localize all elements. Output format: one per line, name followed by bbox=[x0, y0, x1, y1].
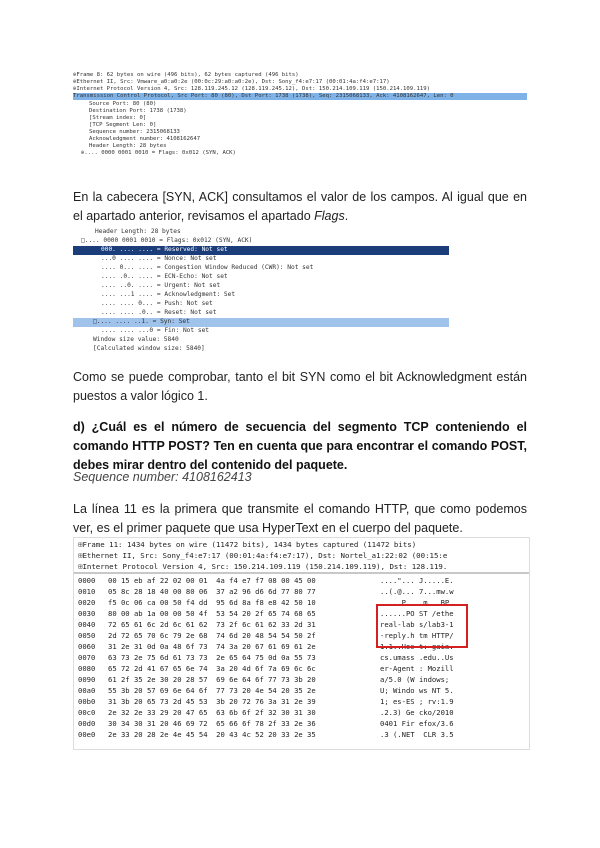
hex-row-hex: 65 72 2d 41 67 65 6e 74 3a 20 4d 6f 7a 69 6c 6c bbox=[108, 664, 316, 673]
hex-row-off: 00b0 bbox=[78, 697, 96, 706]
hex-row-hex: 63 73 2e 75 6d 61 73 73 2e 65 64 75 0d 0a 55 73 bbox=[108, 653, 316, 662]
hex-row-off: 0030 bbox=[78, 609, 96, 618]
hex-row-hex: 00 15 eb af 22 02 00 01 4a f4 e7 f7 08 00 45 00 bbox=[108, 576, 316, 585]
hex-row-hex: 55 3b 20 57 69 6e 64 6f 77 73 20 4e 54 20 35 2e bbox=[108, 686, 316, 695]
flag-reset: .... .... .0.. = Reset: Not set bbox=[101, 309, 217, 316]
hex-row bbox=[78, 708, 528, 718]
hex-row-off: 0050 bbox=[78, 631, 96, 640]
stream-index-line: [Stream index: 0] bbox=[89, 115, 147, 121]
hex-row bbox=[78, 697, 528, 707]
ethernet11-line: ⊞ Ethernet II, Src: Sony_f4:e7:17 (00:01:4a:f4:e7:17), Dst: Nortel_a1:22:02 (00:15:e bbox=[74, 550, 529, 561]
hex-row-asc: ..(.@... 7...mw.w bbox=[380, 587, 454, 596]
flag-ack: .... ...1 .... = Acknowledgment: Set bbox=[101, 291, 236, 298]
hex-row-off: 0040 bbox=[78, 620, 96, 629]
ip-line: ⊕ Internet Protocol Version 4, Src: 128.119.245.12 (128.119.245.12), Dst: 150.214.109.119 (150.214.109.119) bbox=[73, 86, 430, 93]
hex-row-hex: 31 2e 31 0d 0a 48 6f 73 74 3a 20 67 61 69 61 2e bbox=[108, 642, 316, 651]
flag-cwr: .... 0... .... = Congestion Window Reduced (CWR): Not set bbox=[101, 264, 314, 271]
ack-number-line: Acknowledgment number: 4108162647 bbox=[89, 136, 201, 142]
hex-row-asc: er-Agent : Mozill bbox=[380, 664, 454, 673]
hex-row-asc: 0401 Fir efox/3.6 bbox=[380, 719, 454, 728]
ip11-line: ⊞ Internet Protocol Version 4, Src: 150.214.109.119 (150.214.109.119), Dst: 128.119. bbox=[74, 561, 529, 572]
hex-row bbox=[78, 686, 528, 696]
hex-row-hex: 31 3b 20 65 73 2d 45 53 3b 20 72 76 3a 31 2e 39 bbox=[108, 697, 316, 706]
calc-window-line: [Calculated window size: 5840] bbox=[93, 345, 205, 352]
hex-row-hex: 30 34 30 31 20 46 69 72 65 66 6f 78 2f 33 2e 36 bbox=[108, 719, 316, 728]
paragraph-synack-flags bbox=[73, 188, 527, 226]
hex-row-asc: a/5.0 (W indows; bbox=[380, 675, 454, 684]
frame-line: ⊕ Frame 8: 62 bytes on wire (496 bits), 62 bytes captured (496 bits) bbox=[73, 72, 299, 79]
hex-row bbox=[78, 730, 528, 740]
flag-ecn: .... .0.. .... = ECN-Echo: Not set bbox=[101, 273, 228, 280]
hex-row-hex: f5 0c 06 ca 00 50 f4 dd 95 6d 8a f8 e8 42 50 10 bbox=[108, 598, 316, 607]
hex-row-off: 0080 bbox=[78, 664, 96, 673]
flags-line: ⊕ .... 0000 0001 0010 = Flags: 0x012 (SYN, ACK) bbox=[81, 150, 236, 157]
ethernet-line: ⊕ Ethernet II, Src: Vmware_a0:a0:2e (00:0c:29:a0:a0:2e), Dst: Sony_f4:e7:17 (00:01:4a:f4:e7:17) bbox=[73, 79, 390, 86]
question-d: d) ¿Cuál es el número de secuencia del segmento TCP conteniendo el comando HTTP POST? Ten en cuenta que para encontrar el comando POST, debes mirar dentro del contenido del paquete. bbox=[73, 420, 527, 472]
flags-header-length: Header Length: 28 bytes bbox=[95, 228, 181, 235]
hex-row-off: 00d0 bbox=[78, 719, 96, 728]
hex-row-off: 0010 bbox=[78, 587, 96, 596]
tcp-synack-header-screenshot bbox=[73, 70, 527, 173]
hex-row-hex: 72 65 61 6c 2d 6c 61 62 73 2f 6c 61 62 33 2d 31 bbox=[108, 620, 316, 629]
paragraph-syn-ack-bits: Como se puede comprobar, tanto el bit SYN como el bit Acknowledgment están puestos a valor lógico 1. bbox=[73, 370, 527, 403]
post-command-highlight bbox=[376, 604, 468, 648]
hex-row bbox=[78, 653, 528, 663]
hex-row-asc: .3 (.NET CLR 3.5 bbox=[380, 730, 454, 739]
hex-row-off: 0020 bbox=[78, 598, 96, 607]
hex-row-asc: ......PO ST /ethe bbox=[380, 609, 454, 618]
hex-row bbox=[78, 675, 528, 685]
hex-row-hex: 2d 72 65 70 6c 79 2e 68 74 6d 20 48 54 54 50 2f bbox=[108, 631, 316, 640]
paragraph-http-line: La línea 11 es la primera que transmite el comando HTTP, que como podemos ver, es el primer paquete que usa HyperText en el cuerpo del paquete. bbox=[73, 502, 527, 535]
header-length-line: Header Length: 28 bytes bbox=[89, 143, 167, 149]
segment-len-line: [TCP Segment Len: 0] bbox=[89, 122, 157, 128]
source-port-line: Source Port: 80 (80) bbox=[89, 101, 157, 107]
hex-row-off: 00e0 bbox=[78, 730, 96, 739]
hex-row-off: 0090 bbox=[78, 675, 96, 684]
hex-row-asc: 1.1..Hos t: gaia. bbox=[380, 642, 454, 651]
hex-row-asc: -reply.h tm HTTP/ bbox=[380, 631, 454, 640]
flag-reserved: 000. .... .... = Reserved: Not set bbox=[73, 246, 449, 255]
destination-port-line: Destination Port: 1738 (1738) bbox=[89, 108, 187, 114]
window-size-line: Window size value: 5840 bbox=[93, 336, 179, 343]
hex-row-asc: .....P.. .m...BP. bbox=[380, 598, 454, 607]
hex-row-off: 00a0 bbox=[78, 686, 96, 695]
hex-row bbox=[78, 587, 528, 597]
hex-row bbox=[78, 576, 528, 586]
hex-row-off: 0070 bbox=[78, 653, 96, 662]
paragraph-text: En la cabecera [SYN, ACK] consultamos el valor de los campos. Al igual que en el apartado anterior, revisamos el apartado bbox=[73, 190, 527, 223]
hex-row-hex: 05 8c 28 18 40 00 80 06 37 a2 96 d6 6d 77 80 77 bbox=[108, 587, 316, 596]
tcp-line: Transmission Control Protocol, Src Port: 80 (80), Dst Port: 1738 (1738), Seq: 2315068133, Ack: 4108162647, Len: 0 bbox=[73, 93, 527, 100]
pane-divider bbox=[74, 572, 529, 574]
paragraph-end: . bbox=[344, 209, 349, 223]
hex-row-asc: cs.umass .edu..Us bbox=[380, 653, 454, 662]
flags-summary: □ .... 0000 0001 0010 = Flags: 0x012 (SYN, ACK) bbox=[73, 237, 449, 246]
hex-row-asc: U; Windo ws NT 5. bbox=[380, 686, 454, 695]
hex-row-asc: real-lab s/lab3-1 bbox=[380, 620, 454, 629]
packet-bytes-screenshot bbox=[73, 537, 530, 750]
hex-row-hex: 2e 32 2e 33 29 20 47 65 63 6b 6f 2f 32 30 31 30 bbox=[108, 708, 316, 717]
flag-syn: □ .... .... ..1. = Syn: Set bbox=[73, 318, 449, 327]
flag-nonce: ...0 .... .... = Nonce: Not set bbox=[101, 255, 217, 262]
hex-row-hex: 80 00 ab 1a 00 00 50 4f 53 54 20 2f 65 74 68 65 bbox=[108, 609, 316, 618]
hex-row-off: 00c0 bbox=[78, 708, 96, 717]
hex-row-asc: 1; es-ES ; rv:1.9 bbox=[380, 697, 454, 706]
hex-row-hex: 2e 33 20 28 2e 4e 45 54 20 43 4c 52 20 33 2e 35 bbox=[108, 730, 316, 739]
flag-urgent: .... ..0. .... = Urgent: Not set bbox=[101, 282, 221, 289]
hex-row bbox=[78, 719, 528, 729]
frame11-line: ⊞ Frame 11: 1434 bytes on wire (11472 bits), 1434 bytes captured (11472 bits) bbox=[74, 539, 529, 550]
flag-fin: .... .... ...0 = Fin: Not set bbox=[101, 327, 210, 334]
paragraph-italic: Flags bbox=[314, 209, 345, 223]
hex-row-asc: ...."... J.....E. bbox=[380, 576, 454, 585]
flag-push: .... .... 0... = Push: Not set bbox=[101, 300, 213, 307]
hex-row-off: 0000 bbox=[78, 576, 96, 585]
hex-row-asc: .2.3) Ge cko/2010 bbox=[380, 708, 454, 717]
tcp-flags-screenshot bbox=[73, 228, 449, 360]
hex-row bbox=[78, 664, 528, 674]
hex-row-hex: 61 2f 35 2e 30 20 28 57 69 6e 64 6f 77 73 3b 20 bbox=[108, 675, 316, 684]
answer-sequence-number: Sequence number: 4108162413 bbox=[73, 470, 252, 484]
hex-row-off: 0060 bbox=[78, 642, 96, 651]
sequence-number-line: Sequence number: 2315068133 bbox=[89, 129, 180, 135]
